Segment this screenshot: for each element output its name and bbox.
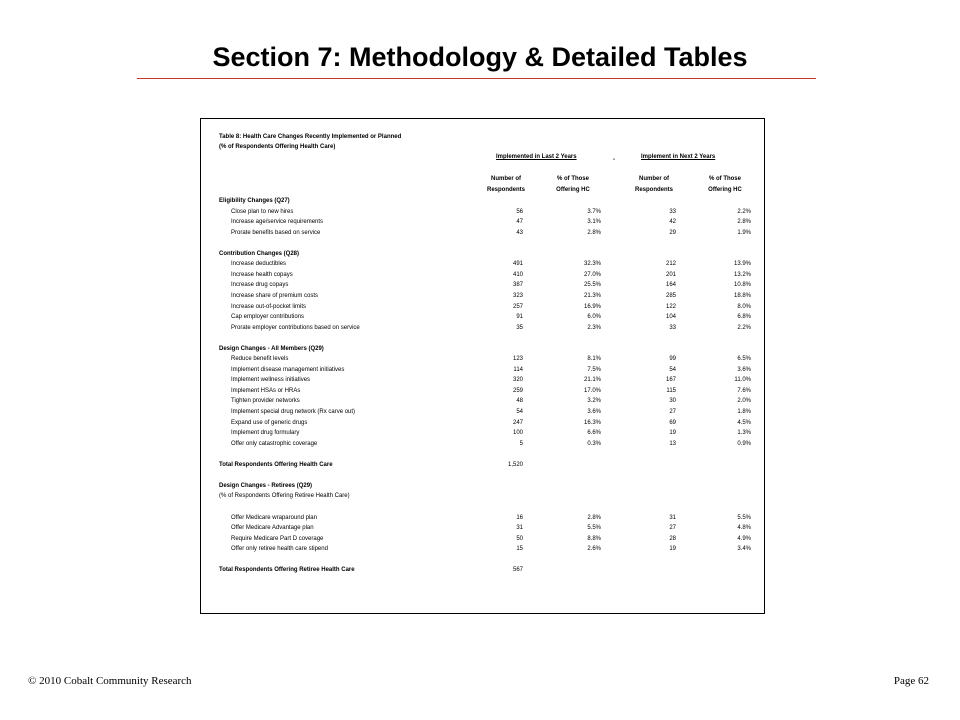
- row-label: Implement wellness initiatives: [231, 377, 311, 384]
- title-divider: [137, 78, 816, 79]
- table-cell: 56: [516, 208, 523, 215]
- table-cell: 247: [512, 419, 523, 426]
- table-cell: 11.0%: [734, 377, 751, 384]
- table-cell: 323: [512, 292, 523, 299]
- table-cell: 15: [516, 546, 523, 553]
- table-cell: 13.9%: [733, 261, 751, 268]
- table-cell: 320: [512, 377, 523, 384]
- table-cell: 259: [512, 387, 523, 394]
- table-cell: 2.8%: [587, 514, 601, 521]
- table-title: Table 8: Health Care Changes Recently Implemented or Planned: [219, 134, 402, 140]
- table-cell: 7.6%: [737, 387, 751, 394]
- table-cell: 33: [669, 208, 676, 215]
- table-cell: 5.5%: [737, 514, 751, 521]
- section-subheading: (% of Respondents Offering Retiree Health Care): [219, 493, 350, 500]
- table-subtitle: (% of Respondents Offering Health Care): [219, 144, 336, 150]
- row-label: Prorate benefits based on service: [231, 229, 321, 236]
- col-header-top: Number of: [639, 176, 669, 182]
- table-cell: 100: [512, 430, 523, 437]
- page-title: Section 7: Methodology & Detailed Tables: [212, 42, 748, 72]
- table-cell: 114: [513, 366, 523, 373]
- table-cell: 1.8%: [737, 409, 751, 415]
- row-label: Cap employer contributions: [231, 314, 305, 321]
- row-label: Implement drug formulary: [231, 430, 300, 437]
- table-cell: 104: [665, 314, 676, 321]
- row-label: Reduce benefit levels: [231, 356, 289, 363]
- table-cell: 13: [669, 440, 676, 447]
- table-cell: 285: [665, 292, 676, 299]
- table-cell: 13.2%: [733, 271, 751, 278]
- table-cell: 2.8%: [587, 229, 601, 236]
- table-cell: 21.3%: [583, 292, 601, 299]
- row-label: Prorate employer contributions based on service: [231, 324, 360, 331]
- section-heading: Design Changes - Retirees (Q29): [219, 482, 313, 489]
- row-label: Implement HSAs or HRAs: [231, 387, 301, 394]
- table-cell: 27: [669, 525, 676, 532]
- table-cell: 3.2%: [587, 398, 601, 405]
- table-cell: 387: [512, 282, 523, 289]
- table-cell: 35: [516, 324, 523, 331]
- row-label: Increase deductibles: [231, 261, 287, 268]
- table-cell: 3.7%: [587, 208, 601, 215]
- table-cell: 2.8%: [737, 219, 751, 226]
- row-label: Implement special drug network (Rx carve out): [231, 409, 356, 415]
- table-cell: 123: [512, 356, 523, 363]
- table-cell: 5.5%: [587, 525, 601, 532]
- table-cell: 8.0%: [737, 303, 751, 310]
- table-cell: 122: [665, 303, 676, 310]
- row-label: Offer only catastrophic coverage: [231, 440, 318, 447]
- table-cell: 33: [669, 324, 676, 331]
- section-heading: Contribution Changes (Q28): [219, 250, 299, 257]
- table-cell: 6.6%: [587, 430, 601, 437]
- table-cell: 6.8%: [737, 314, 751, 321]
- footer-page-number: Page 62: [893, 675, 929, 687]
- col-header-top: % of Those: [708, 176, 741, 182]
- col-header-bottom: Respondents: [634, 187, 673, 193]
- table-cell: 69: [669, 419, 676, 426]
- section-heading: Eligibility Changes (Q27): [219, 198, 290, 204]
- row-label: Offer only retiree health care stipend: [231, 546, 328, 553]
- table-cell: 1.9%: [737, 229, 751, 236]
- row-label: Tighten provider networks: [231, 398, 300, 405]
- total-label: Total Respondents Offering Retiree Health Care: [219, 567, 355, 574]
- table-cell: 4.9%: [737, 535, 751, 542]
- row-label: Offer Medicare wraparound plan: [231, 514, 317, 521]
- table-cell: 17.0%: [583, 387, 601, 394]
- table-cell: 567: [512, 567, 523, 574]
- table-cell: 42: [669, 219, 676, 226]
- table-cell: 2.2%: [737, 324, 751, 331]
- table-cell: 31: [516, 525, 523, 532]
- table-cell: 491: [512, 261, 523, 268]
- table-cell: 8.1%: [587, 356, 601, 363]
- table-cell: 1.3%: [737, 430, 751, 437]
- table-cell: 4.5%: [737, 419, 751, 426]
- table-cell: 27.0%: [583, 271, 601, 278]
- table-cell: 16: [516, 514, 523, 521]
- table-cell: 99: [669, 356, 676, 363]
- row-label: Require Medicare Part D coverage: [231, 535, 324, 542]
- table-cell: 29: [669, 229, 676, 236]
- table-cell: 16.9%: [583, 303, 601, 310]
- table-cell: 91: [516, 314, 523, 321]
- table-cell: 2.2%: [737, 208, 751, 215]
- table-cell: 212: [665, 261, 676, 268]
- table-cell: 10.8%: [733, 282, 751, 289]
- table-cell: 410: [512, 271, 523, 278]
- section-heading: Design Changes - All Members (Q29): [219, 345, 324, 352]
- row-label: Increase health copays: [231, 271, 293, 278]
- footer-copyright: © 2010 Cobalt Community Research: [28, 675, 192, 687]
- table-cell: 167: [665, 377, 676, 384]
- table-cell: 30: [669, 398, 676, 405]
- table-cell: 2.3%: [587, 324, 601, 331]
- table-cell: 3.1%: [587, 219, 601, 226]
- table-cell: 4.8%: [737, 525, 751, 532]
- table-cell: 32.3%: [583, 261, 601, 268]
- table-cell: 28: [669, 535, 676, 542]
- group-header-last: Implemented in Last 2 Years: [496, 154, 577, 160]
- row-label: Increase age/service requirements: [231, 219, 324, 226]
- table-cell: 1,520: [507, 461, 523, 468]
- table-cell: 16.3%: [583, 419, 601, 426]
- table-cell: 0.9%: [737, 440, 751, 447]
- table-cell: 2.0%: [737, 398, 751, 405]
- table-cell: 54: [669, 366, 676, 373]
- row-label: Increase share of premium costs: [231, 292, 319, 299]
- table-cell: 0.3%: [587, 440, 601, 447]
- table-cell: 8.8%: [587, 535, 601, 542]
- table-cell: 3.4%: [737, 546, 751, 553]
- row-label: Increase drug copays: [231, 282, 289, 289]
- table-cell: 7.5%: [587, 366, 601, 373]
- col-header-bottom: Offering HC: [708, 187, 742, 193]
- table-cell: 27: [669, 409, 676, 415]
- total-label: Total Respondents Offering Health Care: [219, 461, 333, 468]
- col-header-bottom: Offering HC: [556, 187, 590, 193]
- table-cell: 6.0%: [587, 314, 601, 321]
- table-cell: 3.6%: [737, 366, 751, 373]
- col-header-bottom: Respondents: [486, 187, 525, 193]
- table-cell: 25.5%: [583, 282, 601, 289]
- table-panel: [200, 118, 765, 614]
- table-cell: 19: [669, 546, 676, 553]
- table-cell: 48: [516, 398, 523, 405]
- row-label: Expand use of generic drugs: [231, 419, 308, 426]
- row-label: Close plan to new hires: [231, 208, 294, 215]
- table-cell: 47: [516, 219, 523, 226]
- col-header-top: % of Those: [556, 176, 589, 182]
- table-cell: 5: [519, 440, 523, 447]
- table-cell: 164: [665, 282, 676, 289]
- table-cell: 54: [516, 409, 523, 415]
- table-cell: 18.8%: [733, 292, 751, 299]
- table-cell: 21.1%: [583, 377, 601, 384]
- table-cell: 6.5%: [737, 356, 751, 363]
- table-cell: 43: [516, 229, 523, 236]
- table-cell: 50: [516, 535, 523, 542]
- table-cell: 2.6%: [587, 546, 601, 553]
- col-header-top: Number of: [491, 176, 521, 182]
- table-cell: 19: [669, 430, 676, 437]
- table-cell: 31: [669, 514, 676, 521]
- table-cell: 257: [512, 303, 523, 310]
- table-cell: 3.6%: [587, 409, 601, 415]
- table-cell: 115: [666, 387, 676, 394]
- row-label: Increase out-of-pocket limits: [231, 303, 307, 310]
- group-header-next: Implement in Next 2 Years: [641, 154, 716, 160]
- row-label: Implement disease management initiatives: [231, 366, 345, 373]
- group-marker: -: [613, 157, 615, 163]
- row-label: Offer Medicare Advantage plan: [231, 525, 314, 532]
- table-cell: 201: [665, 271, 676, 278]
